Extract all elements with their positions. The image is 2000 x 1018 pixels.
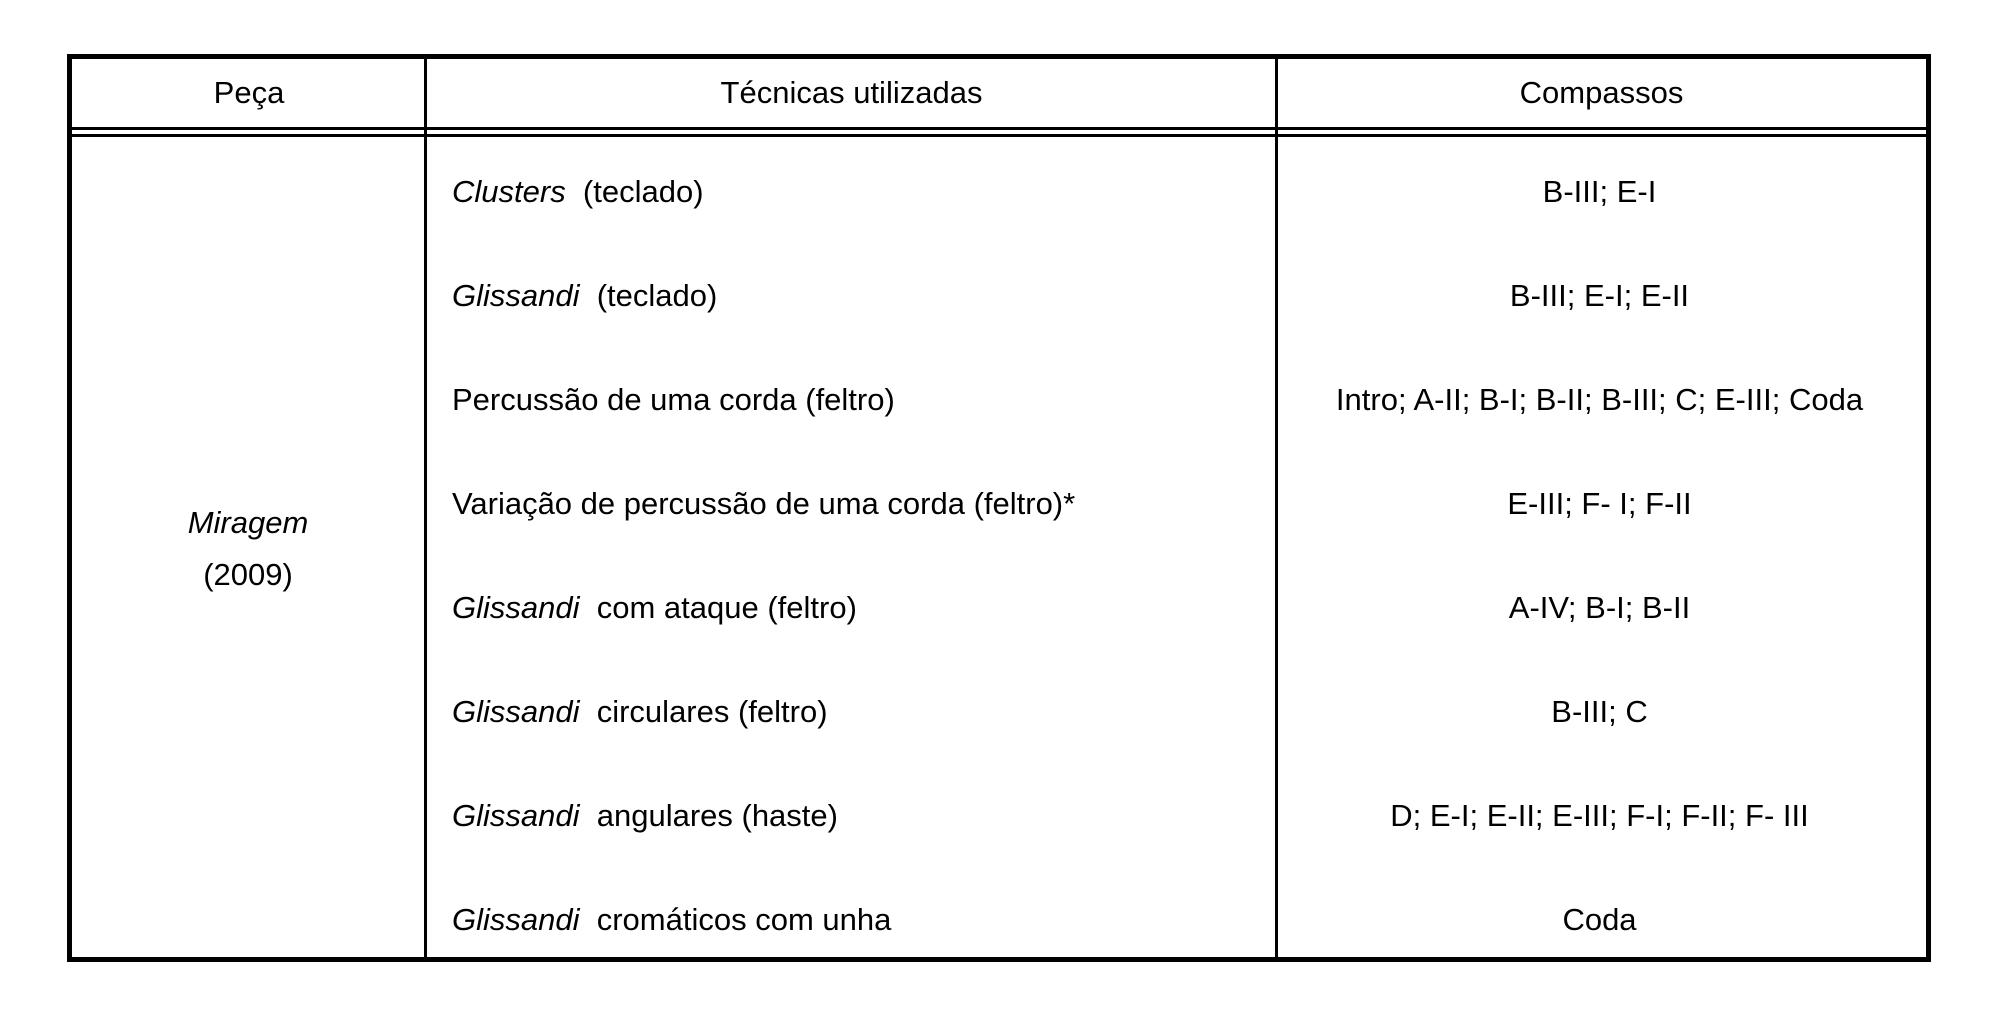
table-row [427,660,1926,764]
technique-text: cromáticos com unha [579,902,892,937]
technique-italic: Glissandi [452,590,580,625]
technique-cell [427,694,1275,730]
piece-cell [72,140,424,957]
technique-text: com ataque (feltro) [579,590,857,625]
table-row [427,452,1926,556]
header-techniques: Técnicas utilizadas [720,75,983,110]
technique-text: (teclado) [579,278,718,313]
table-row [427,868,1926,972]
technique-text: angulares (haste) [579,798,838,833]
measures-cell: Coda [1562,902,1637,937]
measures-cell: B-III; E-I; E-II [1509,278,1690,313]
technique-cell [427,902,1275,938]
table-body [427,140,1926,957]
piece-year: (2009) [203,556,293,592]
header-divider-top [72,127,1926,130]
technique-italic: Glissandi [452,278,580,313]
table-row [427,348,1926,452]
table-row [427,140,1926,244]
technique-cell [427,174,1275,210]
table-row [427,244,1926,348]
technique-italic: Glissandi [452,694,580,729]
technique-cell [427,382,1275,418]
technique-italic: Glissandi [452,902,580,937]
header-divider-bottom [72,134,1926,137]
piece-title: Miragem [187,504,309,540]
measures-cell: A-IV; B-I; B-II [1508,590,1691,625]
table-row [427,556,1926,660]
technique-text: Percussão de uma corda (feltro) [452,382,895,417]
technique-cell [427,278,1275,314]
technique-text: circulares (feltro) [579,694,828,729]
header-piece: Peça [213,75,285,110]
technique-cell [427,590,1275,626]
technique-text: Variação de percussão de uma corda (feltro)* [452,486,1076,521]
technique-cell [427,798,1275,834]
techniques-table [67,54,1931,962]
measures-cell: Intro; A-II; B-I; B-II; B-III; C; E-III; Coda [1335,382,1864,417]
measures-cell: B-III; C [1551,694,1648,729]
header-measures: Compassos [1519,75,1684,110]
table-header-row [72,59,1926,127]
measures-cell: D; E-I; E-II; E-III; F-I; F-II; F- III [1390,798,1809,833]
technique-cell [427,486,1275,522]
technique-italic: Clusters [452,174,566,209]
technique-text: (teclado) [565,174,704,209]
technique-italic: Glissandi [452,798,580,833]
measures-cell: B-III; E-I [1542,174,1657,209]
table-row [427,764,1926,868]
measures-cell: E-III; F- I; F-II [1507,486,1692,521]
